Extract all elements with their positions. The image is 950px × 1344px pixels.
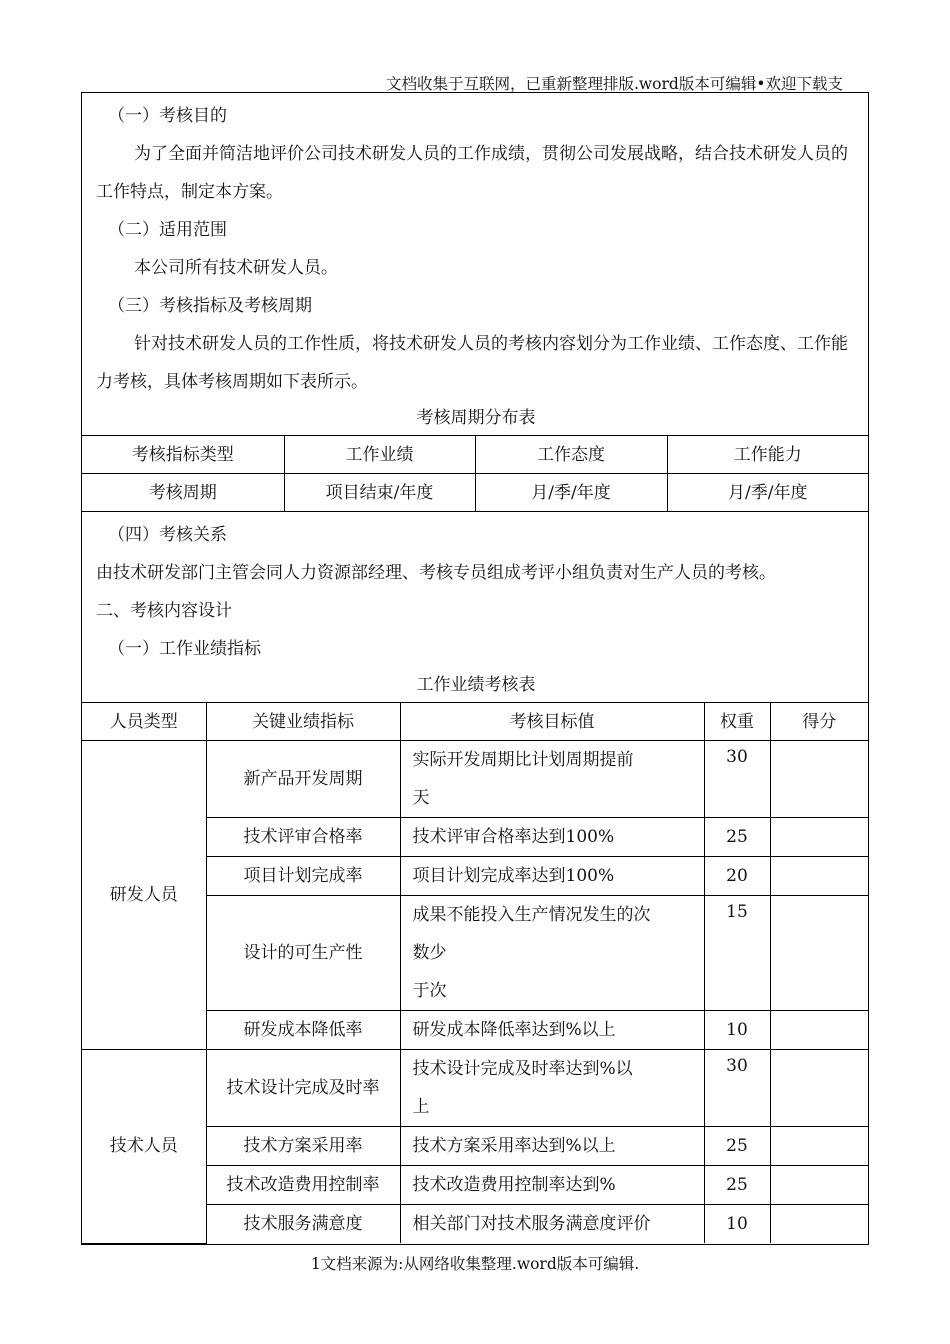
indicator-cell: 设计的可生产性 [206,896,400,1011]
score-cell[interactable] [770,1127,868,1166]
page-footer-note: 1文档来源为:从网络收集整理.word版本可编辑. [310,1255,640,1273]
target-line: 实际开发周期比计划周期提前 [412,750,634,770]
score-cell[interactable] [770,818,868,857]
target-line: 数少 [412,943,447,963]
target-cell [400,1011,704,1050]
perf-header-cell: 关键业绩指标 [206,703,400,741]
weight-cell: 30 [704,741,770,818]
target-line: 技术设计完成及时率达到%以 [412,1059,633,1079]
score-cell[interactable] [770,857,868,896]
performance-table [82,702,868,1244]
table-row [82,1050,868,1127]
target-cell [400,1205,704,1244]
page-header-note: 文档收集于互联网，已重新整理排版.word版本可编辑•欢迎下载支 [385,75,843,93]
cycle-header-cell: 工作态度 [475,436,667,474]
target-line: 研发成本降低率达到%以上 [412,1020,616,1040]
indicator-cell: 研发成本降低率 [206,1011,400,1050]
target-line: 于次 [412,981,447,1001]
target-cell [400,1050,704,1127]
document-frame [81,92,869,1245]
cycle-cell: 考核周期 [82,474,284,512]
target-line: 成果不能投入生产情况发生的次 [412,905,651,925]
staff-type-cell: 技术人员 [82,1050,206,1244]
indicators-heading: （三）考核指标及考核周期 [108,296,312,316]
cycle-table-caption: 考核周期分布表 [416,408,536,428]
cycle-table [82,435,868,512]
target-cell [400,1127,704,1166]
table-row [82,741,868,818]
target-line: 上 [412,1097,430,1117]
target-cell [400,741,704,818]
weight-cell: 10 [704,1205,770,1244]
cycle-cell: 项目结束/年度 [284,474,475,512]
perf-header-cell: 人员类型 [82,703,206,741]
cycle-table-header-row [82,436,868,474]
indicators-text: 针对技术研发人员的工作性质，将技术研发人员的考核内容划分为工作业绩、工作态度、工作能力考核，具体考核周期如下表所示。 [96,334,848,392]
relation-heading: （四）考核关系 [108,525,227,545]
score-cell[interactable] [770,1166,868,1205]
score-cell[interactable] [770,1205,868,1244]
target-line: 技术评审合格率达到100% [412,827,615,847]
scope-heading: （二）适用范围 [108,220,227,240]
cycle-table-row [82,474,868,512]
cycle-cell: 月/季/年度 [667,474,868,512]
weight-cell: 10 [704,1011,770,1050]
score-cell[interactable] [770,1011,868,1050]
purpose-text: 为了全面并简洁地评价公司技术研发人员的工作成绩，贯彻公司发展战略，结合技术研发人员的工作特点，制定本方案。 [96,144,848,202]
target-line: 技术改造费用控制率达到% [412,1175,616,1195]
target-line: 技术方案采用率达到%以上 [412,1136,616,1156]
score-cell[interactable] [770,896,868,1011]
target-line: 相关部门对技术服务满意度评价 [412,1214,651,1234]
cycle-header-cell: 工作业绩 [284,436,475,474]
score-cell[interactable] [770,1050,868,1127]
weight-cell: 25 [704,1166,770,1205]
indicator-cell: 技术改造费用控制率 [206,1166,400,1205]
weight-cell: 30 [704,1050,770,1127]
indicator-cell: 技术设计完成及时率 [206,1050,400,1127]
perf-header-cell: 权重 [704,703,770,741]
scope-text: 本公司所有技术研发人员。 [134,258,338,278]
cycle-header-cell: 考核指标类型 [82,436,284,474]
perf-header-cell: 考核目标值 [400,703,704,741]
target-line: 项目计划完成率达到100% [412,866,615,886]
performance-heading: （一）工作业绩指标 [108,639,261,659]
target-cell [400,896,704,1011]
relation-text: 由技术研发部门主管会同人力资源部经理、考核专员组成考评小组负责对生产人员的考核。 [96,563,776,583]
cycle-cell: 月/季/年度 [475,474,667,512]
perf-table-header-row [82,703,868,741]
cycle-header-cell: 工作能力 [667,436,868,474]
target-cell [400,857,704,896]
indicator-cell: 技术服务满意度 [206,1205,400,1244]
target-line: 天 [412,788,430,808]
weight-cell: 25 [704,818,770,857]
weight-cell: 25 [704,1127,770,1166]
perf-table-caption: 工作业绩考核表 [416,675,536,695]
weight-cell: 20 [704,857,770,896]
design-heading: 二、考核内容设计 [96,601,232,621]
weight-cell: 15 [704,896,770,1011]
indicator-cell: 项目计划完成率 [206,857,400,896]
indicator-cell: 技术评审合格率 [206,818,400,857]
staff-type-cell: 研发人员 [82,741,206,1050]
target-cell [400,818,704,857]
indicator-cell: 技术方案采用率 [206,1127,400,1166]
score-cell[interactable] [770,741,868,818]
perf-header-cell: 得分 [770,703,868,741]
indicator-cell: 新产品开发周期 [206,741,400,818]
target-cell [400,1166,704,1205]
purpose-heading: （一）考核目的 [108,106,227,126]
perf-table-body [82,741,868,1244]
